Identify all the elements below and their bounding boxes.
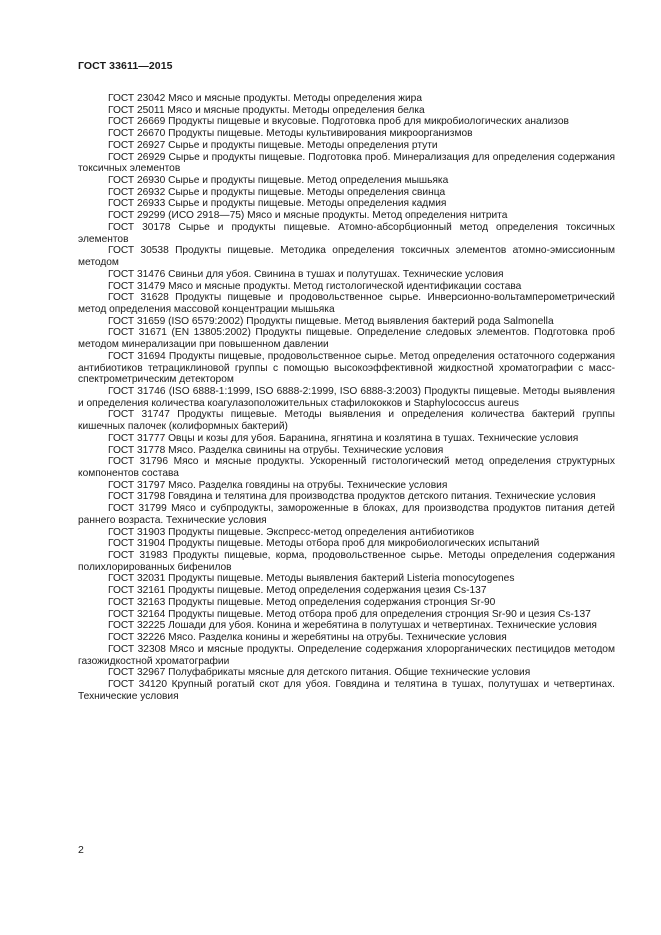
reference-title: Мясо и субпродукты, замороженные в блоках, для производства продуктов питания детей раннего возраста. Технические условия (78, 503, 615, 526)
reference-entry (78, 116, 615, 128)
reference-entry (78, 644, 615, 667)
reference-entry (78, 679, 615, 702)
reference-title: Полуфабрикаты мясные для детского питания. Общие технические условия (168, 667, 531, 679)
reference-entry (78, 667, 615, 679)
reference-entry (78, 210, 615, 222)
reference-number: ГОСТ 31904 (108, 538, 166, 550)
reference-title: Продукты пищевые. Методы культивирования микроорганизмов (168, 128, 473, 140)
reference-entry (78, 456, 615, 479)
reference-number: ГОСТ 31659 (108, 315, 166, 327)
reference-number: ГОСТ 32967 (108, 667, 166, 679)
reference-number: ГОСТ 26670 (108, 128, 166, 140)
reference-entry (78, 480, 615, 492)
reference-entry (78, 187, 615, 199)
reference-entry (78, 538, 615, 550)
reference-number: ГОСТ 26927 (108, 139, 166, 151)
reference-number: ГОСТ 26929 (108, 151, 166, 163)
reference-entry (78, 105, 615, 117)
reference-number: ГОСТ 31798 (108, 491, 166, 503)
page-header (78, 60, 173, 72)
reference-entry (78, 409, 615, 432)
page-number: 2 (78, 844, 84, 856)
reference-number: ГОСТ 34120 (108, 678, 168, 690)
reference-entry (78, 222, 615, 245)
reference-title: (ИСО 2918—75) Мясо и мясные продукты. Метод определения нитрита (168, 210, 508, 222)
reference-number: ГОСТ 32308 (108, 643, 166, 655)
reference-entry (78, 550, 615, 573)
reference-title: Овцы и козы для убоя. Баранина, ягнятина и козлятина в тушах. Технические условия (168, 432, 579, 444)
reference-number: ГОСТ 26933 (108, 198, 166, 210)
reference-number: ГОСТ 31778 (108, 444, 166, 456)
reference-number: ГОСТ 30538 (108, 245, 169, 257)
reference-entry (78, 269, 615, 281)
reference-title: Сырье и продукты пищевые. Подготовка проб. Минерализация для определения содержания токсичных элементов (78, 151, 615, 175)
reference-number: ГОСТ 32225 (108, 620, 166, 632)
reference-title: Продукты пищевые. Метод отбора проб для определения стронция Sr-90 и цезия Cs-137 (168, 608, 591, 620)
reference-entry (78, 351, 615, 386)
reference-number: ГОСТ 32161 (108, 585, 166, 597)
document-title: ГОСТ 33611—2015 (78, 60, 173, 72)
reference-title: Продукты пищевые. Методы выявления и определения количества бактерий группы кишечных палочек (колиформных бактерий) (78, 409, 615, 433)
reference-title: Мясо и мясные продукты. Методы определения белка (167, 104, 425, 116)
reference-number: ГОСТ 29299 (108, 210, 166, 222)
reference-title: Мясо. Разделка свинины на отрубы. Технические условия (168, 444, 444, 456)
reference-title: Крупный рогатый скот для убоя. Говядина и телятина в тушах, полутушах и четвертинах. Технические условия (78, 678, 615, 702)
reference-title: Продукты пищевые и вкусовые. Подготовка проб для микробиологических анализов (168, 116, 569, 128)
reference-entry (78, 620, 615, 632)
reference-entry (78, 386, 615, 409)
reference-number: ГОСТ 31476 (108, 268, 166, 280)
reference-entry (78, 93, 615, 105)
reference-entry (78, 152, 615, 175)
reference-title: Лошади для убоя. Конина и жеребятина в полутушах и четвертинах. Технические условия (168, 620, 597, 632)
reference-title: Сырье и продукты пищевые. Метод определения мышьяка (168, 175, 449, 187)
reference-title: Продукты пищевые. Метод определения содержания стронция Sr-90 (168, 596, 496, 608)
reference-entry (78, 609, 615, 621)
reference-entry (78, 585, 615, 597)
reference-number: ГОСТ 31903 (108, 526, 166, 538)
reference-entry (78, 527, 615, 539)
reference-number: ГОСТ 30178 (108, 221, 171, 233)
reference-title: Говядина и телятина для производства продуктов детского питания. Технические условия (168, 491, 596, 503)
reference-title: Мясо и мясные продукты. Метод гистологической идентификации состава (168, 280, 522, 292)
reference-title: Продукты пищевые, продовольственное сырье. Метод определения остаточного содержания антибиотиков тетрациклиновой группы с помощью высокоэффективной жидкостной хроматографии с масс-спектрометрическим детектором (78, 350, 615, 386)
reference-title: Мясо и мясные продукты. Ускоренный гистологический метод определения структурных компонентов состава (78, 456, 615, 479)
reference-number: ГОСТ 26669 (108, 116, 166, 128)
reference-title: Продукты пищевые. Методика определения токсичных элементов атомно-эмиссионным методом (78, 245, 615, 269)
reference-number: ГОСТ 31694 (108, 350, 166, 362)
reference-title: Сырье и продукты пищевые. Методы определения ртути (168, 139, 438, 151)
reference-number: ГОСТ 32164 (108, 608, 166, 620)
reference-number: ГОСТ 31671 (108, 327, 167, 339)
reference-number: ГОСТ 23042 (108, 93, 166, 104)
reference-title: Сырье и продукты пищевые. Методы определения кадмия (168, 198, 447, 210)
reference-title: Продукты пищевые. Метод определения содержания цезия Cs-137 (168, 585, 487, 597)
reference-entry (78, 292, 615, 315)
reference-number: ГОСТ 26930 (108, 175, 166, 187)
reference-title: Свиньи для убоя. Свинина в тушах и полутушах. Технические условия (168, 268, 504, 280)
reference-entry (78, 491, 615, 503)
reference-number: ГОСТ 31479 (108, 280, 166, 292)
reference-title: (ISO 6888-1:1999, ISO 6888-2:1999, ISO 6888-3:2003) Продукты пищевые. Методы выявления и определения количества коагулазоположительных стафилококков и Staphylococcus aureus (78, 385, 615, 409)
reference-number: ГОСТ 31746 (108, 385, 166, 397)
reference-number: ГОСТ 25011 (108, 104, 165, 116)
reference-title: Продукты пищевые, корма, продовольственное сырье. Методы определения содержания полихлорированных бифенилов (78, 550, 615, 573)
reference-number: ГОСТ 26932 (108, 186, 166, 198)
reference-entry (78, 316, 615, 328)
reference-title: Продукты пищевые. Экспресс-метод определения антибиотиков (168, 526, 475, 538)
reference-number: ГОСТ 31747 (108, 409, 170, 421)
reference-number: ГОСТ 31777 (108, 432, 166, 444)
reference-title: (ISO 6579:2002) Продукты пищевые. Метод выявления бактерий рода Salmonella (168, 315, 554, 327)
reference-entry (78, 503, 615, 526)
reference-title: Мясо. Разделка говядины на отрубы. Технические условия (168, 479, 448, 491)
reference-title: Продукты пищевые. Методы выявления бактерий Listeria monocytogenes (168, 573, 515, 585)
reference-entry (78, 175, 615, 187)
reference-entry (78, 327, 615, 350)
reference-entry (78, 245, 615, 268)
reference-title: Продукты пищевые. Методы отбора проб для микробиологических испытаний (168, 538, 540, 550)
reference-entry (78, 433, 615, 445)
reference-title: (EN 13805:2002) Продукты пищевые. Определение следовых элементов. Подготовка проб методом минерализации при повышенном давлении (78, 327, 615, 351)
reference-number: ГОСТ 31796 (108, 456, 169, 468)
reference-entry (78, 573, 615, 585)
reference-title: Сырье и продукты пищевые. Атомно-абсорбционный метод определения токсичных элементов (78, 221, 615, 245)
reference-number: ГОСТ 31983 (108, 550, 168, 562)
reference-entry (78, 281, 615, 293)
reference-title: Мясо. Разделка конины и жеребятины на отрубы. Технические условия (168, 632, 507, 644)
reference-title: Продукты пищевые и продовольственное сырье. Инверсионно-вольтамперометрический метод определения массовой концентрации мышьяка (78, 292, 615, 315)
reference-number: ГОСТ 32226 (108, 632, 166, 644)
reference-entry (78, 632, 615, 644)
reference-title: Мясо и мясные продукты. Методы определения жира (168, 93, 422, 104)
reference-entry (78, 445, 615, 457)
reference-entry (78, 140, 615, 152)
reference-entry (78, 597, 615, 609)
reference-number: ГОСТ 31799 (108, 503, 167, 515)
reference-number: ГОСТ 32031 (108, 573, 166, 585)
normative-references-list (78, 93, 615, 702)
reference-title: Сырье и продукты пищевые. Методы определения свинца (168, 186, 446, 198)
reference-entry (78, 198, 615, 210)
reference-number: ГОСТ 31628 (108, 292, 169, 304)
reference-number: ГОСТ 31797 (108, 479, 166, 491)
reference-title: Мясо и мясные продукты. Определение содержания хлорорганических пестицидов методом газожидкостной хроматографии (78, 643, 615, 667)
reference-number: ГОСТ 32163 (108, 596, 166, 608)
reference-entry (78, 128, 615, 140)
